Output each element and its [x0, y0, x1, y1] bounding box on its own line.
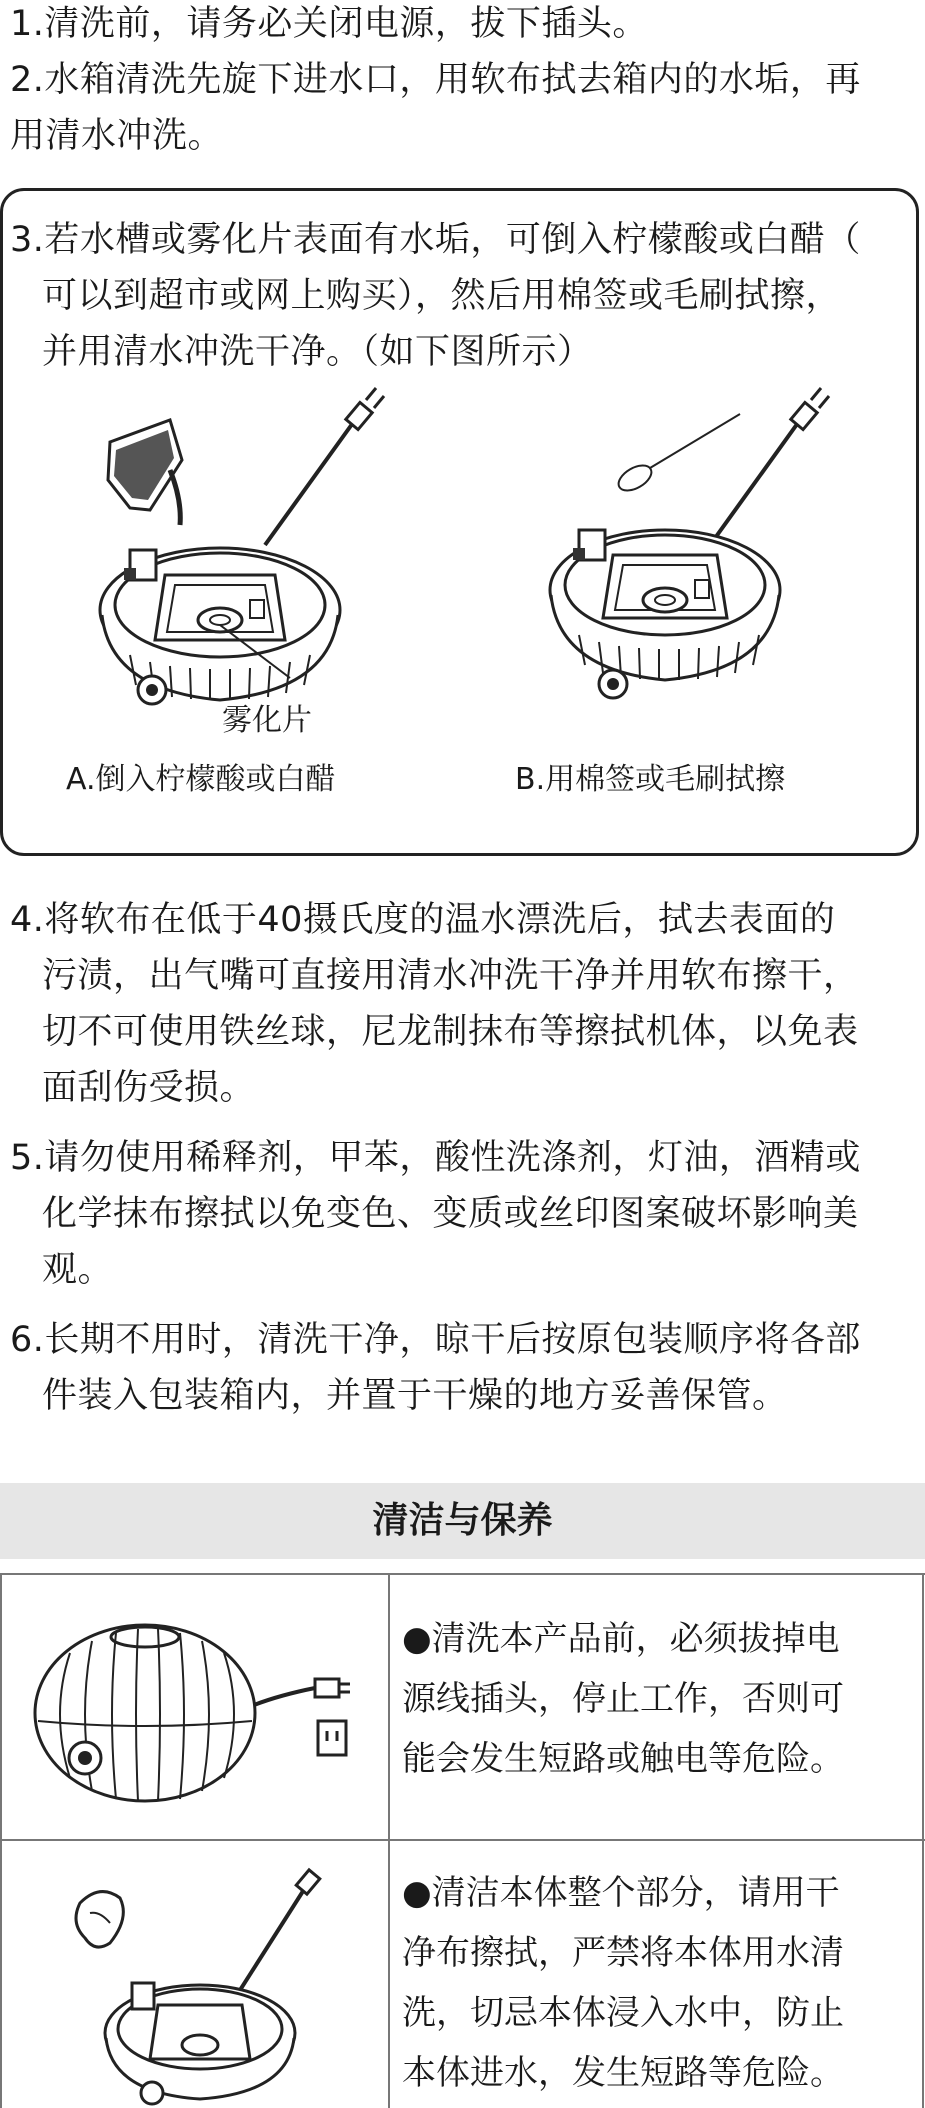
step-6-line-1: 6.长期不用时，清洗干净，晾干后按原包装顺序将各部 [10, 1320, 861, 1360]
step-3-line-1: 3.若水槽或雾化片表面有水垢，可倒入柠檬酸或白醋（ [10, 220, 861, 260]
row1-text-1: ●清洗本产品前，必须拔掉电 [402, 1619, 840, 1659]
caption-b: B.用棉签或毛刷拭擦 [515, 762, 786, 797]
section-title: 清洁与保养 [372, 1500, 553, 1541]
row2-text-1: ●清洁本体整个部分，请用干 [402, 1873, 840, 1913]
step-3-line-3: 并用清水冲洗干净。（如下图所示） [42, 332, 593, 372]
bottle-icon [108, 420, 182, 525]
humidifier-wipe-illustration [60, 1863, 360, 2103]
step-1: 1.清洗前，请务必关闭电源，拔下插头。 [10, 4, 648, 44]
wall-socket-icon [318, 1721, 346, 1755]
step-5-line-1: 5.请勿使用稀释剂，甲苯，酸性洗涤剂，灯油，酒精或 [10, 1138, 861, 1178]
row2-text-2: 净布擦拭，严禁将本体用水清 [402, 1933, 844, 1973]
caption-a: A.倒入柠檬酸或白醋 [66, 762, 336, 797]
step-3-line-2: 可以到超市或网上购买），然后用棉签或毛刷拭擦， [42, 276, 842, 316]
care-table [0, 1573, 925, 2108]
atomizer-label: 雾化片 [222, 703, 312, 738]
cotton-swab-icon [614, 414, 740, 496]
step-4-line-4: 面刮伤受损。 [42, 1068, 256, 1108]
row1-text-2: 源线插头，停止工作，否则可 [402, 1679, 844, 1719]
row2-text-3: 洗，切忌本体浸入水中，防止 [402, 1993, 844, 2033]
step-5-line-2: 化学抹布擦拭以免变色、变质或丝印图案破坏影响美 [42, 1194, 859, 1234]
step-2-line-2: 用清水冲洗。 [10, 116, 224, 156]
step-6-line-2: 件装入包装箱内，并置于干燥的地方妥善保管。 [42, 1376, 788, 1416]
step-4-line-1: 4.将软布在低于40摄氏度的温水漂洗后，拭去表面的 [10, 900, 836, 940]
row1-text-3: 能会发生短路或触电等危险。 [402, 1739, 844, 1779]
step-5-line-3: 观。 [42, 1250, 114, 1290]
humidifier-unplug-illustration [30, 1613, 370, 1813]
step-4-line-2: 污渍，出气嘴可直接用清水冲洗干净并用软布擦干， [42, 956, 859, 996]
illustration-pour-vinegar [70, 400, 400, 730]
step-4-line-3: 切不可使用铁丝球，尼龙制抹布等擦拭机体，以免表 [42, 1012, 859, 1052]
step-2-line-1: 2.水箱清洗先旋下进水口，用软布拭去箱内的水垢，再 [10, 60, 861, 100]
illustration-swab-wipe [535, 400, 865, 730]
row2-text-4: 本体进水，发生短路等危险。 [402, 2053, 844, 2093]
cloth-icon [76, 1892, 123, 1947]
